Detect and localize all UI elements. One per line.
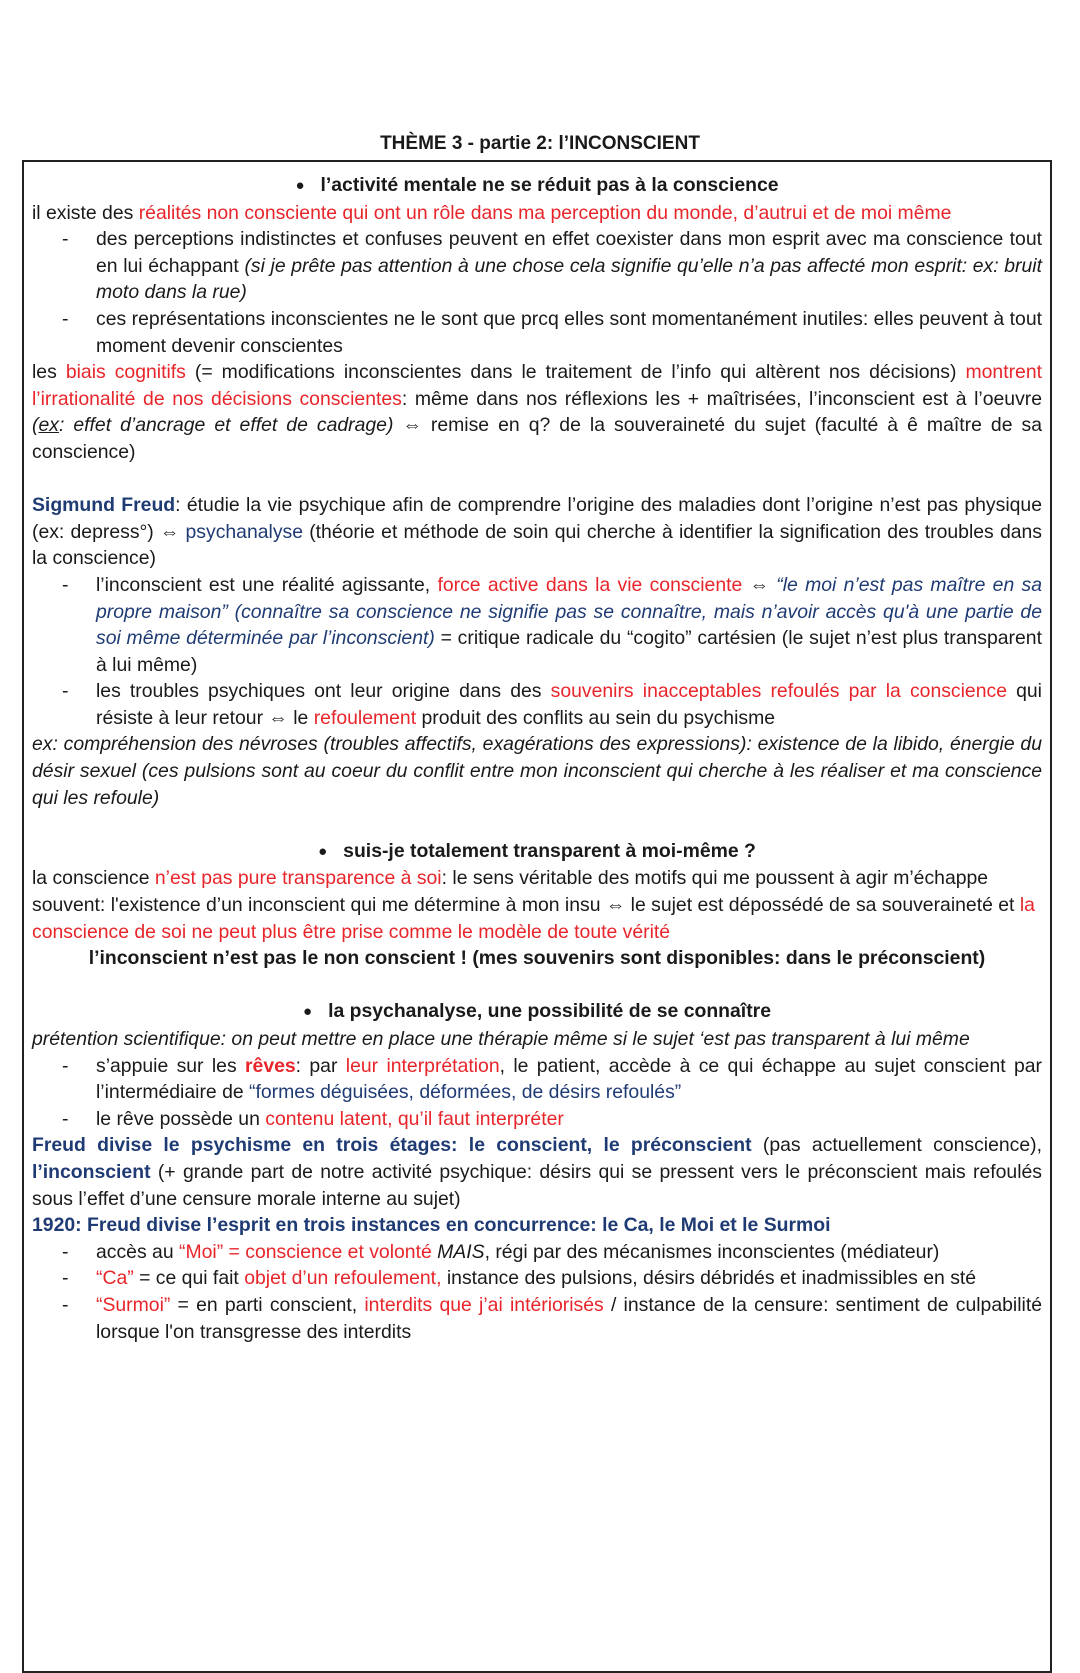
paragraph: Freud divise le psychisme en trois étages: le conscient, le préconscient (pas actuellement conscience), l’inconscient (+ grande part de notre activité psychique: désirs qui se pressent vers le préconscient mais refoulés sous l’effet d’une censure morale interne au sujet) <box>32 1134 1042 1210</box>
paragraph: prétention scientifique: on peut mettre en place une thérapie même si le sujet ‘est pas transparent à lui même <box>32 1028 970 1050</box>
list-item: - les troubles psychiques ont leur origine dans des souvenirs inacceptables refoulés par la conscience qui résiste à leur retour ⇔ le refoulement produit des conflits au sein du psychisme <box>62 680 1042 729</box>
dash-marker: - <box>62 1293 69 1316</box>
list-item: - “Ca” = ce qui fait objet d’un refoulement, instance des pulsions, désirs débridés et inadmissibles en sté <box>32 1265 1042 1292</box>
page-title: THÈME 3 - partie 2: l’INCONSCIENT <box>380 133 700 154</box>
list-item: - ces représentations inconscientes ne le sont que prcq elles sont momentanément inutiles: elles peuvent à tout moment devenir conscientes <box>62 307 1042 357</box>
list-item: - des perceptions indistinctes et confuses peuvent en effet coexister dans mon esprit avec ma conscience tout en lui échappant (si je prête pas attention à une chose cela signifie qu’elle n’a pas affecté mon esprit: ex: bruit moto dans la rue) <box>62 228 1042 304</box>
section-heading: ● suis-je totalement transparent à moi-même ? <box>32 838 1042 866</box>
list-item: - s’appuie sur les rêves: par leur interprétation, le patient, accède à ce qui échappe au sujet conscient par l’intermédiaire de “formes déguisées, déformées, de désirs refoulés” <box>62 1054 1042 1104</box>
dash-marker: - <box>62 1240 69 1263</box>
dash-marker: - <box>62 680 69 703</box>
document-body <box>32 172 1042 1345</box>
paragraph: ex: compréhension des névroses (troubles affectifs, exagérations des expressions): existence de la libido, énergie du désir sexuel (ces pulsions sont au coeur du conflit entre mon inconscient qui cherche à les réaliser et ma conscience qui les refoule) <box>32 733 1042 809</box>
key-statement: l’inconscient n’est pas le non conscient ! (mes souvenirs sont disponibles: dans le préconscient) <box>88 947 986 970</box>
section-heading: ● l’activité mentale ne se réduit pas à la conscience <box>32 172 1042 200</box>
dash-marker: - <box>62 228 69 251</box>
dash-marker: - <box>62 1107 69 1130</box>
paragraph: la conscience n’est pas pure transparence à soi: le sens véritable des motifs qui me poussent à agir m’échappe souvent: l'existence d’un inconscient qui me détermine à mon insu ⇔ le sujet est dépossédé de sa souveraineté et la conscience de soi ne peut plus être prise comme le modèle de toute vérité <box>32 867 1035 943</box>
paragraph: les biais cognitifs (= modifications inconscientes dans le traitement de l’info qui altèrent nos décisions) montrent l’irrationalité de nos décisions conscientes: même dans nos réflexions les + maîtrisées, l’inconscient est à l’oeuvre (ex: effet d’ancrage et effet de cadrage) ⇔ remise en q? de la souveraineté du sujet (faculté à ê maître de sa conscience) <box>32 361 1043 463</box>
dash-marker: - <box>62 307 69 330</box>
paragraph: 1920: Freud divise l’esprit en trois instances en concurrence: le Ca, le Moi et le Surmoi <box>32 1214 831 1237</box>
section-heading: ● la psychanalyse, une possibilité de se connaître <box>32 998 1042 1026</box>
list-item: - “Surmoi” = en parti conscient, interdits que j’ai intériorisés / instance de la censure: sentiment de culpabilité lorsque l'on transgresse des interdits <box>62 1293 1042 1343</box>
bullet-icon: ● <box>303 1003 313 1021</box>
dash-marker: - <box>62 1267 69 1290</box>
paragraph: Sigmund Freud: étudie la vie psychique afin de comprendre l’origine des maladies dont l’origine n’est pas physique (ex: depress°) ⇔ psychanalyse (théorie et méthode de soin qui cherche à identifier la signification des troubles dans la conscience) <box>32 494 1042 570</box>
dash-marker: - <box>62 1054 69 1077</box>
bullet-icon: ● <box>318 842 328 860</box>
bullet-icon: ● <box>295 177 305 194</box>
paragraph: il existe des réalités non consciente qui ont un rôle dans ma perception du monde, d’autrui et de moi même <box>32 201 952 224</box>
list-item: - l’inconscient est une réalité agissante, force active dans la vie consciente ⇔ “le moi n’est pas maître en sa propre maison” (connaître sa conscience ne signifie pas se connaître, mais n’avoir accès qu'à une partie de soi même déterminée par l’inconscient) = critique radicale du “cogito” cartésien (le sujet n’est plus transparent à lui même) <box>62 573 1042 676</box>
list-item: - le rêve possède un contenu latent, qu’il faut interpréter <box>32 1106 1042 1133</box>
list-item: - accès au “Moi” = conscience et volonté MAIS, régi par des mécanismes inconscientes (médiateur) <box>32 1239 1042 1266</box>
dash-marker: - <box>62 573 69 596</box>
